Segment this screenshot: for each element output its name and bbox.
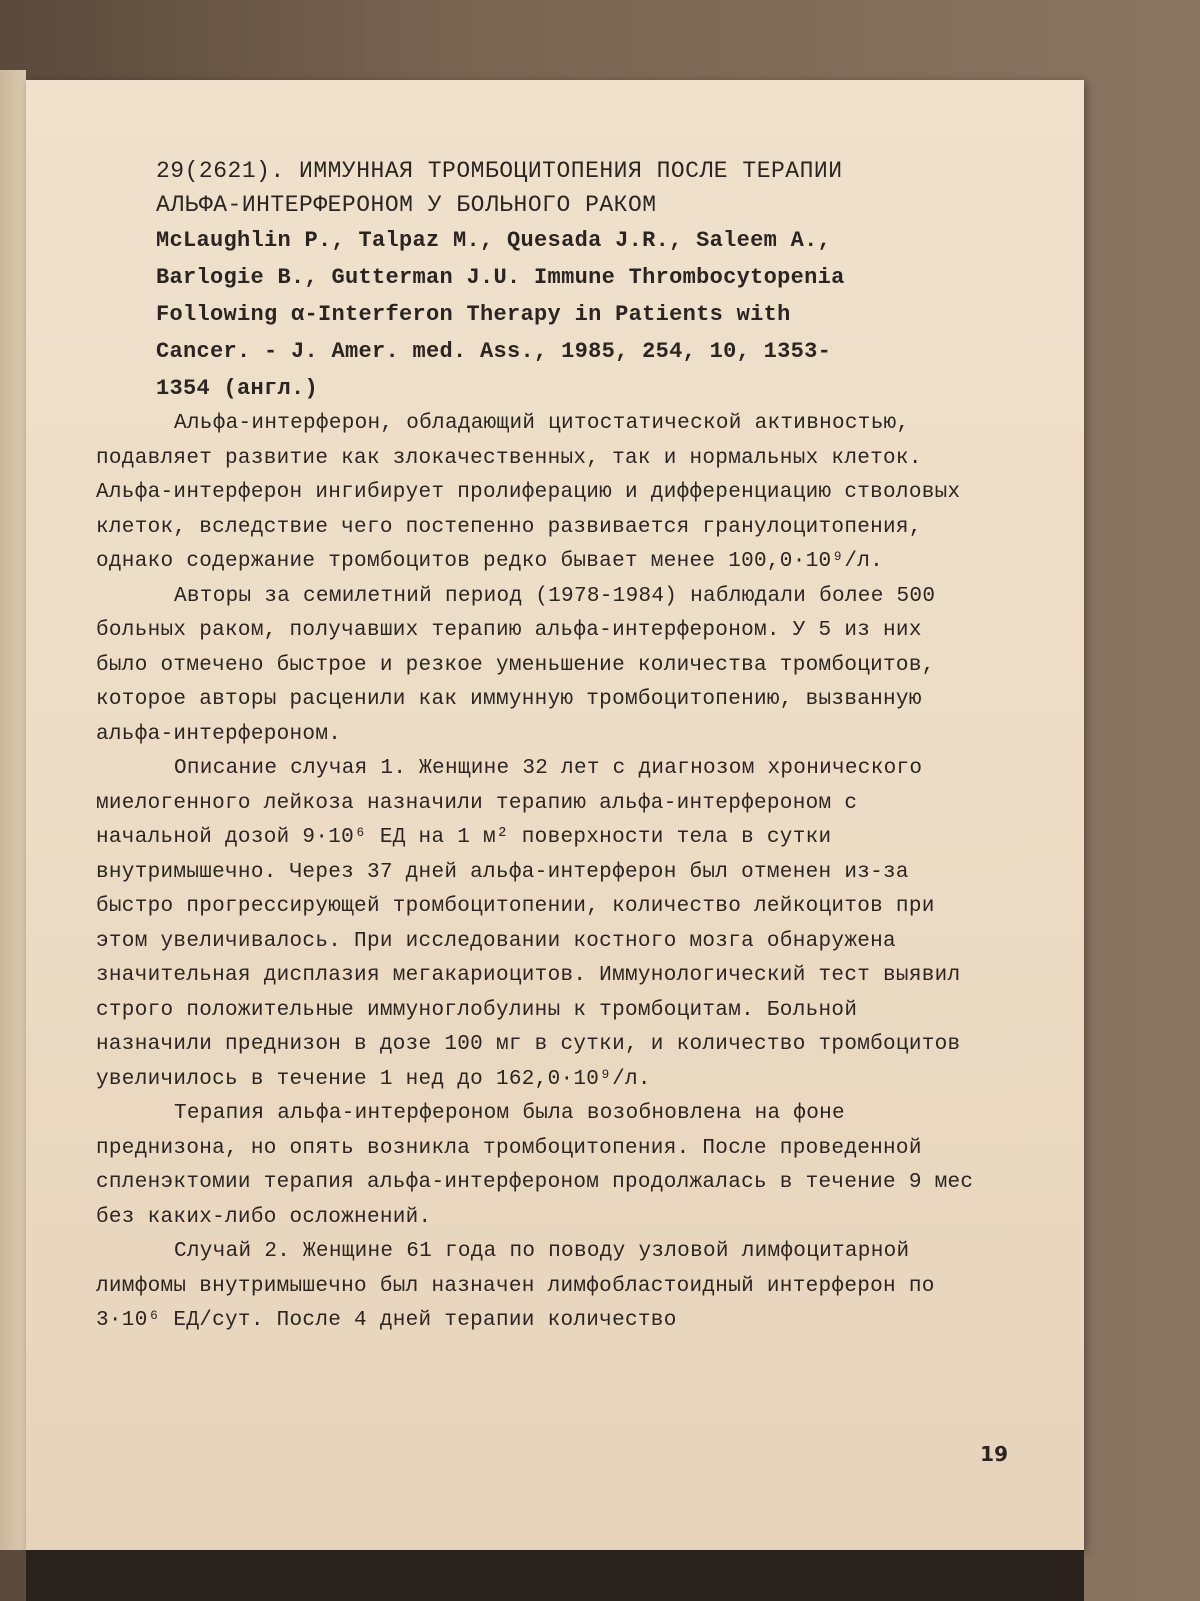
page-number: 19 — [980, 1442, 1008, 1466]
page-content — [96, 154, 986, 1339]
title-line-2: АЛЬФА-ИНТЕРФЕРОНОМ У БОЛЬНОГО РАКОМ — [156, 192, 657, 218]
abstract-body — [96, 407, 976, 1339]
paragraph-1: Альфа-интерферон, обладающий цитостатической активностью, подавляет развитие как злокачественных, так и нормальных клеток. Альфа-интерферон ингибирует пролиферацию и дифференциацию стволовых клеток, вследствие чего постепенно развивается гранулоцитопения, однако содержание тромбоцитов редко бывает менее 100,0·10⁹/л. — [96, 412, 961, 573]
paragraph-3: Описание случая 1. Женщине 32 лет с диагнозом хронического миелогенного лейкоза назначили терапию альфа-интерфероном с начальной дозой 9·10⁶ ЕД на 1 м² поверхности тела в сутки внутримышечно. Через 37 дней альфа-интерферон был отменен из-за быстро прогрессирующей тромбоцитопении, количество лейкоцитов при этом увеличивалось. При исследовании костного мозга обнаружена значительная дисплазия мегакариоцитов. Иммунологический тест выявил строго положительные иммуноглобулины к тромбоцитам. Больной назначили преднизон в дозе 100 мг в сутки, и количество тромбоцитов увеличилось в течение 1 нед до 162,0·10⁹/л. — [96, 757, 961, 1091]
article-title — [156, 154, 986, 222]
citation-line-2: Barlogie B., Gutterman J.U. Immune Thrombocytopenia — [156, 265, 845, 290]
citation-line-4: Cancer. - J. Amer. med. Ass., 1985, 254, 10, 1353- — [156, 339, 832, 364]
citation-line-3: Following α-Interferon Therapy in Patients with — [156, 302, 791, 327]
paragraph-2: Авторы за семилетний период (1978-1984) наблюдали более 500 больных раком, получавших терапию альфа-интерфероном. У 5 из них было отмечено быстрое и резкое уменьшение количества тромбоцитов, которое авторы расценили как иммунную тромбоцитопению, вызванную альфа-интерфероном. — [96, 584, 936, 746]
page-bottom-shadow — [26, 1550, 1084, 1601]
document-page — [26, 80, 1084, 1550]
adjacent-page-edge — [0, 70, 26, 1550]
paragraph-5: Случай 2. Женщине 61 года по поводу узловой лимфоцитарной лимфомы внутримышечно был назначен лимфобластоидный интерферон по 3·10⁶ ЕД/сут. После 4 дней терапии количество — [96, 1240, 935, 1332]
article-citation — [156, 222, 986, 407]
citation-line-5: 1354 (англ.) — [156, 376, 319, 401]
title-line-1: 29(2621). ИММУННАЯ ТРОМБОЦИТОПЕНИЯ ПОСЛЕ ТЕРАПИИ — [156, 158, 843, 184]
paragraph-4: Терапия альфа-интерфероном была возобновлена на фоне преднизона, но опять возникла тромбоцитопения. После проведенной спленэктомии терапия альфа-интерфероном продолжалась в течение 9 мес без каких-либо осложнений. — [96, 1102, 974, 1229]
citation-line-1: McLaughlin P., Talpaz M., Quesada J.R., Saleem A., — [156, 228, 832, 253]
